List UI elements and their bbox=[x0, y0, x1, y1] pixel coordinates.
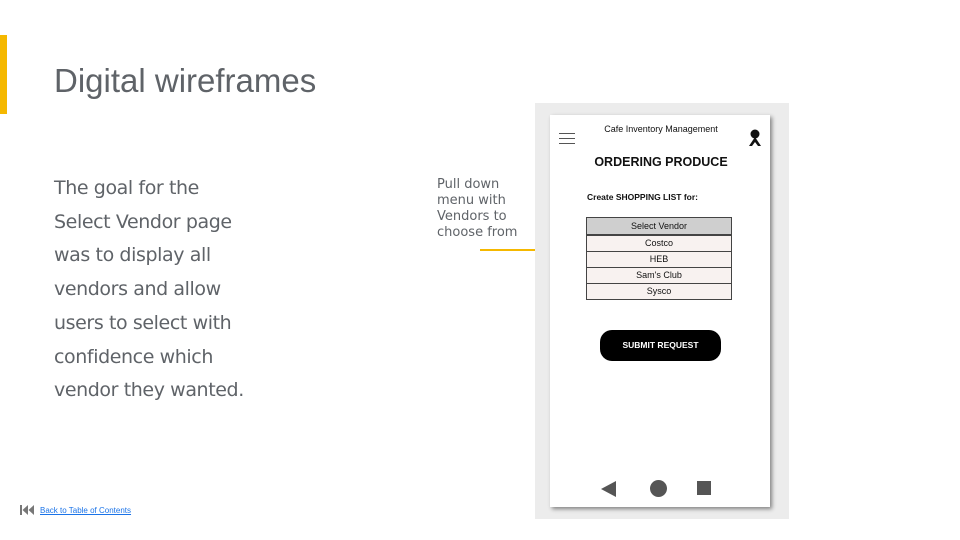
vendor-select[interactable]: Select Vendor bbox=[586, 217, 732, 235]
vendor-options bbox=[586, 235, 732, 299]
submit-request-button[interactable]: SUBMIT REQUEST bbox=[600, 330, 721, 361]
slide-title: Digital wireframes bbox=[54, 62, 317, 99]
back-link-label[interactable]: Back to Table of Contents bbox=[40, 505, 132, 515]
shopping-list-label: Create SHOPPING LIST for: bbox=[587, 192, 698, 202]
back-triangle-icon[interactable] bbox=[600, 480, 618, 498]
phone-screen bbox=[550, 115, 770, 507]
page-heading: ORDERING PRODUCE bbox=[594, 155, 728, 169]
recents-square-icon[interactable] bbox=[697, 481, 711, 495]
body-text: The goal for the Select Vendor page was to display all vendors and allow users to select with confidence which vendor they wanted. bbox=[54, 177, 244, 402]
app-title: Cafe Inventory Management bbox=[604, 124, 718, 134]
vendor-option-heb[interactable]: HEB bbox=[586, 251, 732, 268]
user-icon[interactable] bbox=[748, 129, 762, 147]
first-page-icon bbox=[20, 505, 34, 515]
annotation-text: Pull down menu with Vendors to choose from bbox=[437, 177, 518, 240]
vendor-option-costco[interactable]: Costco bbox=[586, 235, 732, 252]
hamburger-menu-icon[interactable] bbox=[559, 133, 575, 145]
home-circle-icon[interactable] bbox=[650, 480, 667, 497]
vendor-option-sams-club[interactable]: Sam's Club bbox=[586, 267, 732, 284]
accent-bar bbox=[0, 35, 7, 114]
back-to-contents-link[interactable] bbox=[20, 505, 131, 515]
vendor-option-sysco[interactable]: Sysco bbox=[586, 283, 732, 300]
